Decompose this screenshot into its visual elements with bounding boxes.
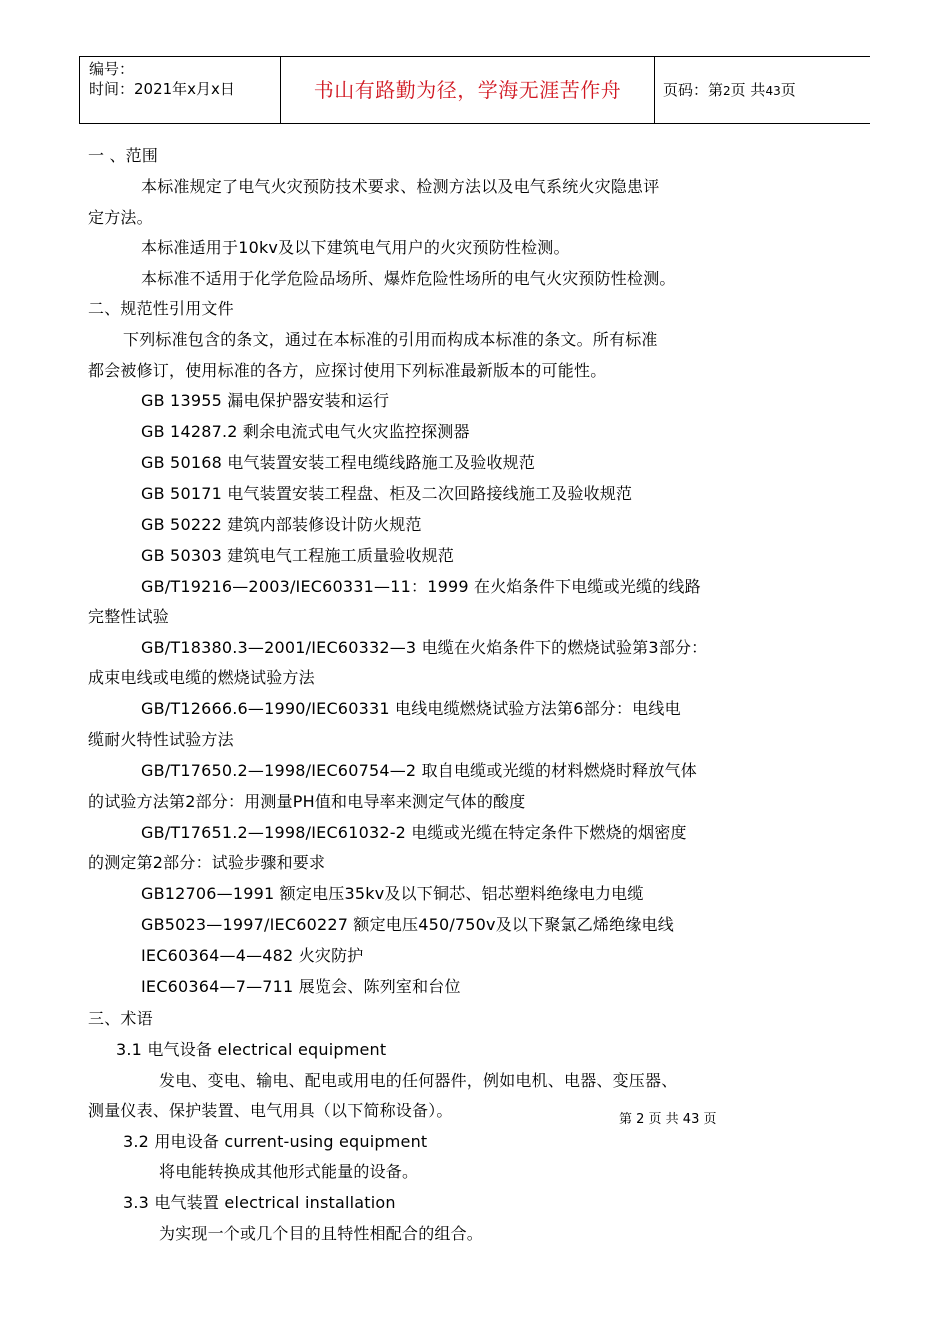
reference-item: GB/T17651.2—1998/IEC61032-2 电缆或光缆在特定条件下燃烧的烟密度 — [141, 823, 687, 842]
page-mid-label: 页 共 — [730, 81, 766, 99]
term-heading: 3.1 电气设备 electrical equipment — [116, 1040, 387, 1059]
reference-item: GB 14287.2 剩余电流式电气火灾监控探测器 — [141, 422, 470, 441]
reference-item: GB 13955 漏电保护器安装和运行 — [141, 391, 390, 410]
term-heading: 3.2 用电设备 current-using equipment — [123, 1132, 428, 1151]
reference-item: GB/T12666.6—1990/IEC60331 电线电缆燃烧试验方法第6部分：电线电 — [141, 699, 681, 718]
term-heading: 3.3 电气装置 electrical installation — [123, 1193, 396, 1212]
section-heading-scope: 一 、范围 — [88, 146, 159, 165]
document-code-label: 编号： — [89, 60, 135, 78]
reference-item: GB 50168 电气装置安装工程电缆线路施工及验收规范 — [141, 453, 536, 472]
paragraph-line: 定方法。 — [88, 208, 153, 227]
reference-item: GB 50303 建筑电气工程施工质量验收规范 — [141, 546, 455, 565]
section-heading-references: 二、规范性引用文件 — [88, 299, 234, 318]
header-motto: 书山有路勤为径，学海无涯苦作舟 — [281, 57, 655, 123]
paragraph-line: 下列标准包含的条文，通过在本标准的引用而构成本标准的条文。所有标准 — [123, 330, 658, 349]
paragraph-line: 都会被修订，使用标准的各方，应探讨使用下列标准最新版本的可能性。 — [88, 361, 607, 380]
page-footer: 第 2 页 共 43 页 — [619, 1112, 717, 1127]
term-definition: 测量仪表、保护装置、电气用具（以下简称设备）。 — [88, 1101, 453, 1120]
paragraph-line: 本标准适用于10kv及以下建筑电气用户的火灾预防性检测。 — [141, 238, 570, 257]
paragraph-line: 本标准规定了电气火灾预防技术要求、检测方法以及电气系统火灾隐患评 — [141, 177, 660, 196]
reference-item-continuation: 的试验方法第2部分：用测量PH值和电导率来测定气体的酸度 — [88, 792, 526, 811]
term-definition: 为实现一个或几个目的且特性相配合的组合。 — [159, 1224, 484, 1243]
reference-item: GB 50171 电气装置安装工程盘、柜及二次回路接线施工及验收规范 — [141, 484, 633, 503]
page-label: 页码：第 — [663, 81, 724, 99]
reference-item: GB/T17650.2—1998/IEC60754—2 取自电缆或光缆的材料燃烧时释放气体 — [141, 761, 697, 780]
term-definition: 将电能转换成其他形式能量的设备。 — [159, 1162, 419, 1181]
reference-item-continuation: 完整性试验 — [88, 607, 170, 626]
page-total-number: 43 — [765, 84, 781, 98]
page-end-label: 页 — [780, 81, 796, 99]
reference-item-continuation: 缆耐火特性试验方法 — [88, 730, 234, 749]
document-time-label: 时间：2021年x月x日 — [89, 80, 235, 98]
reference-item: GB 50222 建筑内部装修设计防火规范 — [141, 515, 422, 534]
reference-item: IEC60364—7—711 展览会、陈列室和台位 — [141, 977, 461, 996]
reference-item: GB12706—1991 额定电压35kv及以下铜芯、铝芯塑料绝缘电力电缆 — [141, 884, 644, 903]
section-heading-terms: 三、术语 — [88, 1009, 153, 1028]
term-definition: 发电、变电、输电、配电或用电的任何器件，例如电机、电器、变压器、 — [159, 1071, 678, 1090]
reference-item: GB/T18380.3—2001/IEC60332—3 电缆在火焰条件下的燃烧试验第3部分： — [141, 638, 708, 657]
reference-item: IEC60364—4—482 火灾防护 — [141, 946, 364, 965]
reference-item: GB5023—1997/IEC60227 额定电压450/750v及以下聚氯乙烯绝缘电线 — [141, 915, 674, 934]
reference-item: GB/T19216—2003/IEC60331—11：1999 在火焰条件下电缆或光缆的线路 — [141, 577, 701, 596]
reference-item-continuation: 的测定第2部分：试验步骤和要求 — [88, 853, 326, 872]
page-current-number: 2 — [723, 84, 731, 98]
reference-item-continuation: 成束电线或电缆的燃烧试验方法 — [88, 668, 315, 687]
paragraph-line: 本标准不适用于化学危险品场所、爆炸危险性场所的电气火灾预防性检测。 — [141, 269, 676, 288]
